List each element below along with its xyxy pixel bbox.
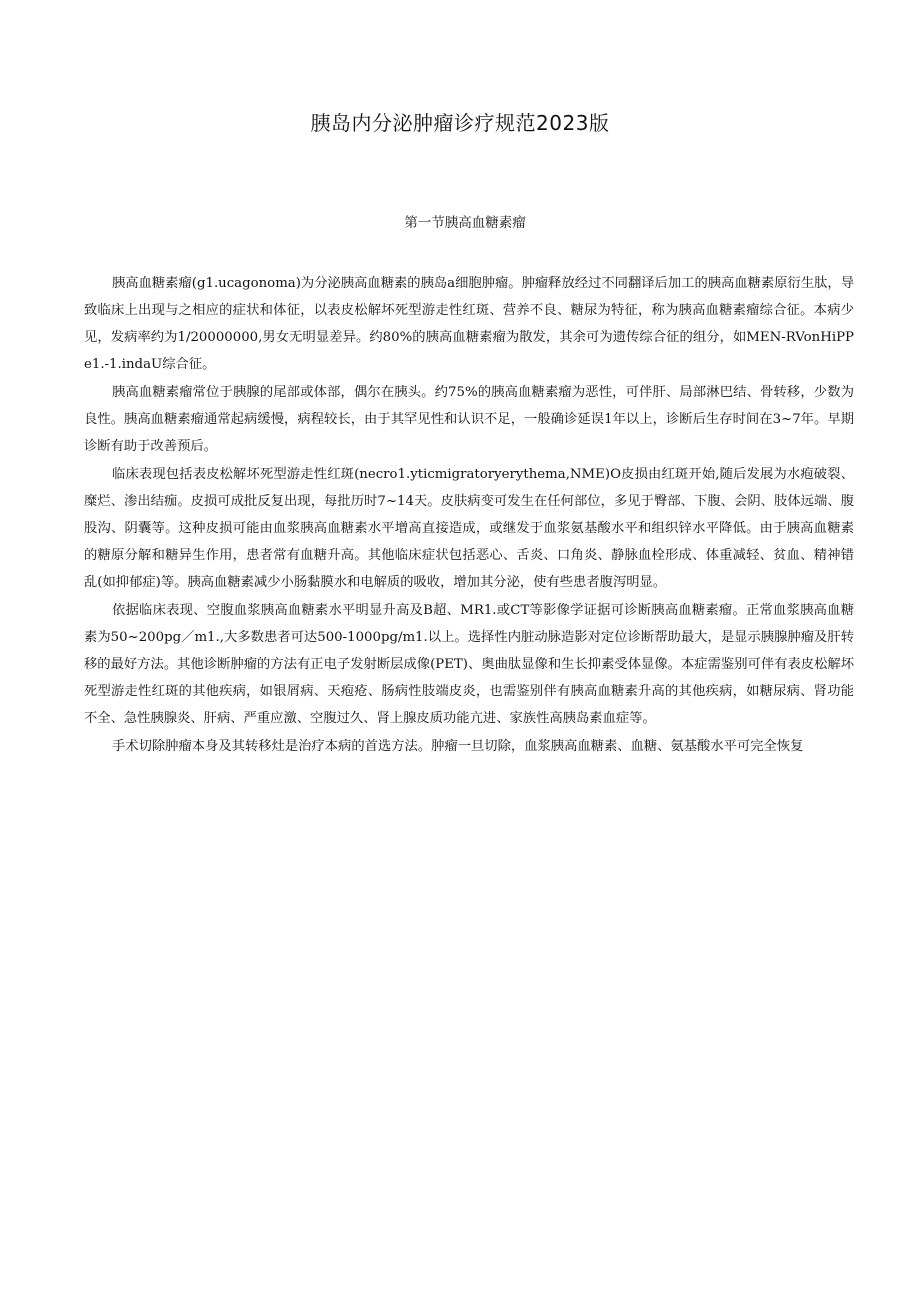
paragraph-diagnosis: 依据临床表现、空腹血浆胰高血糖素水平明显升高及B超、MR1.或CT等影像学证据可诊断胰高血糖素瘤。正常血浆胰高血糖素为50~200pg／m1.,大多数患者可达500-1000pg/m1.以上。选择性内脏动脉造影对定位诊断帮助最大，是显示胰腺肿瘤及肝转移的最好方法。其他诊断肿瘤的方法有正电子发射断层成像(PET)、奥曲肽显像和生长抑素受体显像。本症需鉴别可伴有表皮松解坏死型游走性红斑的其他疾病，如银屑病、天疱疮、肠病性肢端皮炎，也需鉴别伴有胰高血糖素升高的其他疾病，如糖尿病、肾功能不全、急性胰腺炎、肝病、严重应激、空腹过久、肾上腺皮质功能亢进、家族性高胰岛素血症等。 bbox=[84, 603, 854, 726]
document-title: 胰岛内分泌肿瘤诊疗规范2023版 bbox=[310, 111, 610, 135]
paragraph-location-prognosis: 胰高血糖素瘤常位于胰腺的尾部或体部，偶尔在胰头。约75%的胰高血糖素瘤为恶性，可伴肝、局部淋巴结、骨转移，少数为良性。胰高血糖素瘤通常起病缓慢，病程较长，由于其罕见性和认识不足，一般确诊延误1年以上，诊断后生存时间在3~7年。早期诊断有助于改善预后。 bbox=[84, 385, 854, 454]
section-title: 第一节胰高血糖素瘤 bbox=[404, 215, 526, 231]
paragraph-treatment: 手术切除肿瘤本身及其转移灶是治疗本病的首选方法。肿瘤一旦切除，血浆胰高血糖素、血糖、氨基酸水平可完全恢复 bbox=[112, 739, 804, 754]
paragraph-overview: 胰高血糖素瘤(g1.ucagonoma)为分泌胰高血糖素的胰岛a细胞肿瘤。肿瘤释放经过不同翻译后加工的胰高血糖素原衍生肽，导致临床上出现与之相应的症状和体征，以表皮松解坏死型游走性红斑、营养不良、糖尿为特征，称为胰高血糖素瘤综合征。本病少见，发病率约为1/20000000,男女无明显差异。约80%的胰高血糖素瘤为散发，其余可为遗传综合征的组分，如MEN-RVonHiPPe1.-1.indaU综合征。 bbox=[84, 276, 855, 372]
paragraph-clinical-manifestations: 临床表现包括表皮松解坏死型游走性红斑(necro1.yticmigratoryerythema,NME)O皮损由红斑开始,随后发展为水疱破裂、糜烂、渗出结痂。皮损可成批反复出现，每批历时7~14天。皮肤病变可发生在任何部位，多见于臀部、下腹、会阴、肢体远端、腹股沟、阴囊等。这种皮损可能由血浆胰高血糖素水平增高直接造成，或继发于血浆氨基酸水平和组织锌水平降低。由于胰高血糖素的糖原分解和糖异生作用，患者常有血糖升高。其他临床症状包括恶心、舌炎、口角炎、静脉血栓形成、体重减轻、贫血、精神错乱(如抑郁症)等。胰高血糖素减少小肠黏膜水和电解质的吸收，增加其分泌，使有些患者腹泻明显。 bbox=[84, 467, 854, 590]
document-body bbox=[84, 270, 854, 761]
